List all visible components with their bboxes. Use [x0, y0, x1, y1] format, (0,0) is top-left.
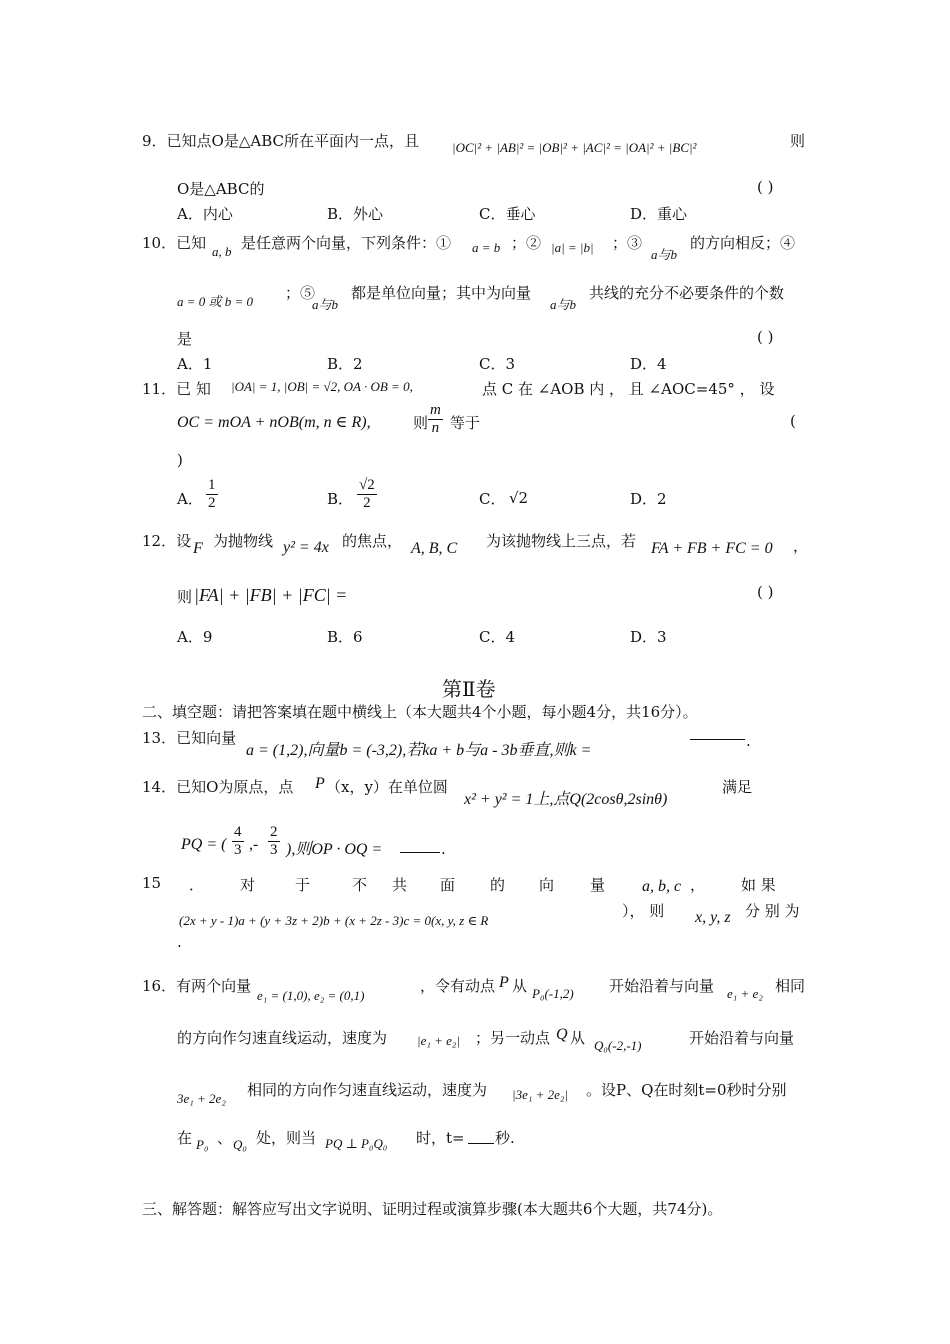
q12-answer-paren: ( ) — [757, 583, 774, 601]
q10-vectors: a, b — [212, 244, 232, 259]
q11-paren-open: ( — [790, 412, 796, 430]
q10-text1: 是任意两个向量，下列条件：① — [241, 234, 452, 252]
q12-text1: 为抛物线 — [213, 532, 274, 550]
q11-stem2: 点 C 在 ∠AOB 内 ， 且 ∠AOC=45° ， 设 — [482, 380, 775, 398]
q16-direction1: e₁ + e₂ — [727, 986, 763, 1001]
q12-points: A, B, C — [411, 540, 458, 557]
q9-stem: 9．已知点O是△ABC所在平面内一点，且 — [142, 132, 419, 150]
q16-direction2: 3e₁ + 2e₂ — [177, 1091, 226, 1106]
q10-text7: 共线的充分不必要条件的个数 — [589, 284, 785, 302]
q16-line4d: 秒. — [495, 1129, 515, 1147]
q13-stem: 13．已知向量 — [142, 729, 237, 747]
q10-text3: ；③ — [612, 234, 643, 252]
q16-point-q: Q — [556, 1026, 568, 1043]
q16-text2: ，令有动点 — [420, 977, 496, 995]
q16-stem: 16．有两个向量 — [142, 977, 252, 995]
q16-perpendicular: PQ ⊥ P₀Q₀ — [325, 1136, 388, 1151]
q10-text4: 的方向相反；④ — [690, 234, 796, 252]
q14-circle: x² + y² = 1上,点Q(2cosθ,2sinθ) — [464, 791, 668, 808]
q14-coord: （x，y）在单位圆 — [326, 778, 448, 796]
q12-parabola: y² = 4x — [283, 539, 329, 556]
q10-cond2: |a| = |b| — [551, 240, 594, 255]
q14-frac-4-3: $\frac{4}{3}$ — [234, 824, 242, 858]
q10-cond1: a = b — [472, 240, 501, 255]
q16-answer-blank[interactable] — [468, 1142, 494, 1144]
q16-line2a: 的方向作匀速直线运动，速度为 — [177, 1029, 388, 1047]
q10-text6: 都是单位向量；其中为向量 — [351, 284, 532, 302]
q11-then: 则 — [413, 414, 429, 432]
q11-option-c-value: √2 — [509, 489, 529, 507]
q9-option-b: B．外心 — [327, 205, 384, 223]
q16-line4b: 处，则当 — [256, 1129, 317, 1147]
q15-then: ）， 则 — [622, 902, 665, 920]
q15-ruguo: 如 果 — [741, 876, 776, 894]
q9-formula: |OC|² + |AB|² = |OB|² + |AC|² = |OA|² + |BC|² — [452, 140, 697, 155]
q15-spread-8: 量 — [590, 876, 606, 894]
q11-option-c: C． — [479, 490, 506, 508]
q16-line2c: 从 — [570, 1029, 586, 1047]
q14-stem: 14．已知O为原点，点 — [142, 778, 294, 796]
part2-heading: 二、填空题：请把答案填在题中横线上（本大题共4个小题，每小题4分，共16分）。 — [142, 703, 698, 721]
q15-spread-6: 的 — [490, 876, 506, 894]
q14-satisfy: 满足 — [722, 778, 753, 796]
q12-condition: FA + FB + FC = 0 — [651, 540, 773, 557]
q11-option-d: D．2 — [630, 490, 667, 508]
q16-point-p: P — [499, 974, 509, 991]
part3-heading: 三、解答题：解答应写出文字说明、证明过程或演算步骤(本大题共6个大题，共74分)。 — [142, 1200, 723, 1218]
part2-title: 第Ⅱ卷 — [442, 677, 496, 701]
q9-line2: O是△ABC的 — [177, 180, 265, 198]
q12-option-d: D．3 — [630, 628, 667, 646]
q15-spread-7: 向 — [539, 876, 555, 894]
q14-pq-right: ),则OP · OQ = — [286, 841, 383, 858]
q15-number: 15 — [142, 874, 162, 892]
q12-expression: |FA| + |FB| + |FC| = — [194, 585, 348, 605]
q12-stem: 12．设 — [142, 532, 192, 550]
q11-equals: 等于 — [450, 414, 481, 432]
q10-option-b: B．2 — [327, 355, 363, 373]
q12-option-a: A．9 — [177, 628, 213, 646]
q12-option-c: C．4 — [479, 628, 516, 646]
q13-answer-blank[interactable] — [690, 738, 745, 740]
q11-option-a-value: $\frac{1}{2}$ — [208, 477, 216, 511]
q16-line3a: 相同的方向作匀速直线运动，速度为 — [247, 1081, 488, 1099]
q16-text3: 从 — [512, 977, 528, 995]
q10-answer-paren: ( ) — [757, 328, 774, 346]
q16-line2d: 开始沿着与向量 — [689, 1029, 795, 1047]
q14-mid: ,- — [249, 836, 259, 853]
q14-pq-left: PQ = ( — [181, 836, 227, 853]
q16-sep: 、 — [217, 1129, 233, 1147]
q16-text4: 开始沿着与向量 — [609, 977, 715, 995]
q9-option-d: D．重心 — [630, 205, 688, 223]
q10-cond3: a与b — [651, 247, 678, 262]
q15-spread-5: 面 — [440, 876, 456, 894]
q10-option-a: A．1 — [177, 355, 213, 373]
q15-vectors: a, b, c — [642, 878, 682, 895]
q16-line4c: 时，t= — [416, 1129, 465, 1147]
q10-cond6: a与b — [550, 297, 577, 312]
q16-q0-b: Q₀ — [233, 1137, 247, 1152]
q11-option-b: B． — [327, 490, 354, 508]
q12-option-b: B．6 — [327, 628, 363, 646]
q10-text5: ；⑤ — [285, 284, 316, 302]
q16-basis-vectors: e₁ = (1,0), e₂ = (0,1) — [257, 988, 365, 1003]
q11-option-a: A． — [177, 490, 203, 508]
q10-option-c: C．3 — [479, 355, 516, 373]
q10-option-d: D．4 — [630, 355, 667, 373]
q9-option-c: C．垂心 — [479, 205, 536, 223]
q15-xyz: x, y, z — [695, 909, 731, 926]
q14-frac-2-3: $\frac{2}{3}$ — [270, 824, 278, 858]
q16-line2b: ；另一动点 — [475, 1029, 551, 1047]
q16-q0: Q₀(-2,-1) — [594, 1038, 642, 1053]
q15-spread-1: 对 — [240, 876, 256, 894]
q15-comma: ， — [690, 876, 706, 894]
q10-stem: 10．已知 — [142, 234, 207, 252]
q11-paren-close: ) — [177, 451, 183, 469]
q15-spread-4: 共 — [392, 876, 408, 894]
q10-cond5: a与b — [312, 297, 339, 312]
q15-equation: (2x + y - 1)a + (y + 3z + 2)b + (x + 2z - 3)c = 0(x, y, z ∈ R — [179, 913, 489, 928]
q16-text5: 相同 — [775, 977, 806, 995]
q10-line3: 是 — [177, 330, 193, 348]
q15-fenbiewei: 分 别 为 — [745, 902, 800, 920]
q9-option-a: A．内心 — [177, 205, 233, 223]
q9-then: 则 — [790, 132, 806, 150]
q11-given: |OA| = 1, |OB| = √2, OA · OB = 0, — [231, 379, 413, 394]
q15-dot: . — [177, 933, 182, 951]
q11-equation: OC = mOA + nOB(m, n ∈ R), — [177, 414, 371, 431]
q14-period: . — [441, 840, 446, 858]
q10-text2: ；② — [511, 234, 542, 252]
q14-answer-blank[interactable] — [400, 851, 440, 853]
q12-text3: 为该抛物线上三点，若 — [486, 532, 637, 550]
q9-answer-paren: ( ) — [757, 178, 774, 196]
q15-spread-0: ． — [189, 876, 205, 894]
q12-text2: 的焦点， — [342, 532, 403, 550]
q12-comma: ， — [793, 537, 809, 555]
q16-line3b: 。设P、Q在时刻t=0秒时分别 — [586, 1081, 787, 1099]
q11-stem: 11．已 知 — [142, 380, 211, 398]
q15-spread-2: 于 — [295, 876, 311, 894]
q13-period: . — [746, 732, 751, 750]
q10-cond4: a = 0 或 b = 0 — [177, 294, 254, 309]
q16-line4a: 在 — [177, 1129, 193, 1147]
q16-speed1: |e₁ + e₂| — [417, 1033, 460, 1048]
q11-fraction-mn: $\frac{m}{n}$ — [430, 402, 441, 436]
q16-p0-b: P₀ — [196, 1137, 209, 1152]
q14-point-p: P — [315, 775, 325, 792]
q12-then: 则 — [177, 588, 193, 606]
q13-expression: a = (1,2),向量b = (-3,2),若ka + b与a - 3b垂直,则k = — [246, 742, 592, 759]
q12-focus-f: F — [193, 540, 203, 557]
q16-p0: P₀(-1,2) — [532, 986, 574, 1001]
q15-spread-3: 不 — [352, 876, 368, 894]
q16-speed2: |3e₁ + 2e₂| — [512, 1087, 568, 1102]
q11-option-b-value: $\frac{√2}{2}$ — [359, 477, 375, 511]
